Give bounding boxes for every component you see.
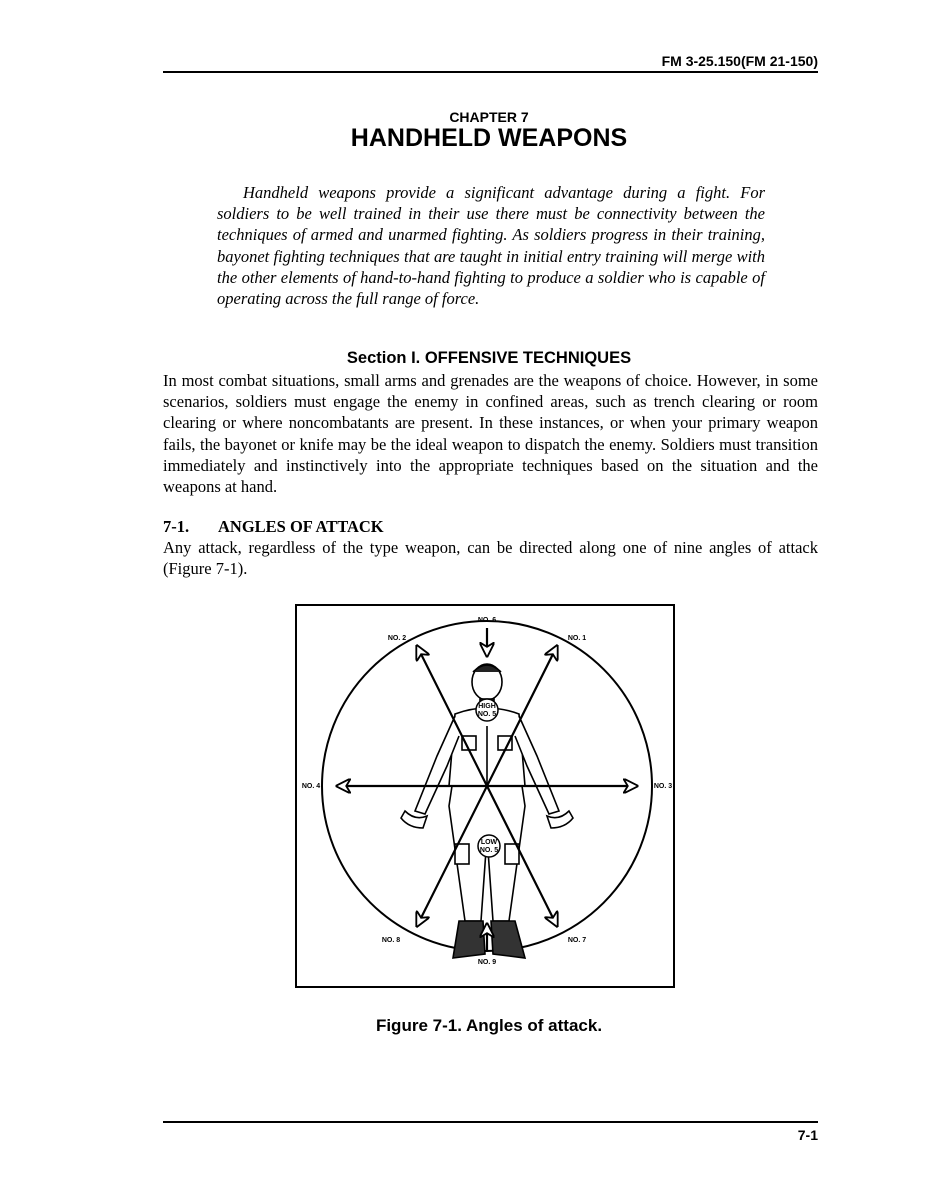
figure-caption: Figure 7-1. Angles of attack.: [375, 1016, 603, 1035]
header-rule: [163, 71, 818, 73]
paragraph-number: 7-1.: [163, 517, 190, 536]
label-no1: NO. 1: [567, 635, 587, 642]
low-target: [478, 835, 500, 857]
low-label: LOW: [480, 839, 498, 846]
page-number: 7-1: [797, 1127, 818, 1143]
section-heading: Section I. OFFENSIVE TECHNIQUES: [346, 349, 632, 367]
low-no5-label: NO. 5: [479, 847, 499, 854]
label-no8: NO. 8: [381, 937, 401, 944]
chapter-number: CHAPTER 7: [449, 109, 529, 125]
angles-of-attack-figure: [295, 604, 675, 988]
running-header: FM 3-25.150(FM 21-150): [661, 53, 818, 69]
intro-paragraph: Handheld weapons provide a significant advantage during a fight. For soldiers to be well trained in their use there must be connectivity between the techniques of armed and unarmed fighting. As soldiers progress in their training, bayonet fighting techniques that are taught in initial entry training will merge with the other elements of hand-to-hand fighting to produce a soldier who is capable of operating across the full range of force.: [217, 183, 765, 309]
label-no4: NO. 4: [301, 783, 321, 790]
section-paragraph: In most combat situations, small arms and grenades are the weapons of choice. However, in some scenarios, soldiers must engage the enemy in confined areas, such as trench clearing or room clearing or where noncombatants are present. In these instances, or when your primary weapon fails, the bayonet or knife may be the ideal weapon to dispatch the enemy. Soldiers must transition immediately and instinctively into the appropriate techniques based on the situation and the weapons at hand.: [163, 371, 818, 497]
angles-paragraph: Any attack, regardless of the type weapon, can be directed along one of nine angles of attack (Figure 7-1).: [163, 538, 818, 579]
high-label: HIGH: [478, 703, 496, 710]
chapter-title: HANDHELD WEAPONS: [350, 124, 628, 152]
paragraph-heading: [163, 516, 384, 537]
label-no7: NO. 7: [567, 937, 587, 944]
label-no9: NO. 9: [477, 959, 497, 966]
high-no5-label: NO. 5: [477, 711, 497, 718]
high-target: [476, 699, 498, 721]
footer-rule: [163, 1121, 818, 1123]
angles-diagram: [297, 606, 673, 986]
label-no3: NO. 3: [653, 783, 673, 790]
label-no2: NO. 2: [387, 635, 407, 642]
paragraph-title: ANGLES OF ATTACK: [218, 517, 384, 536]
label-no6: NO. 6: [477, 617, 497, 624]
